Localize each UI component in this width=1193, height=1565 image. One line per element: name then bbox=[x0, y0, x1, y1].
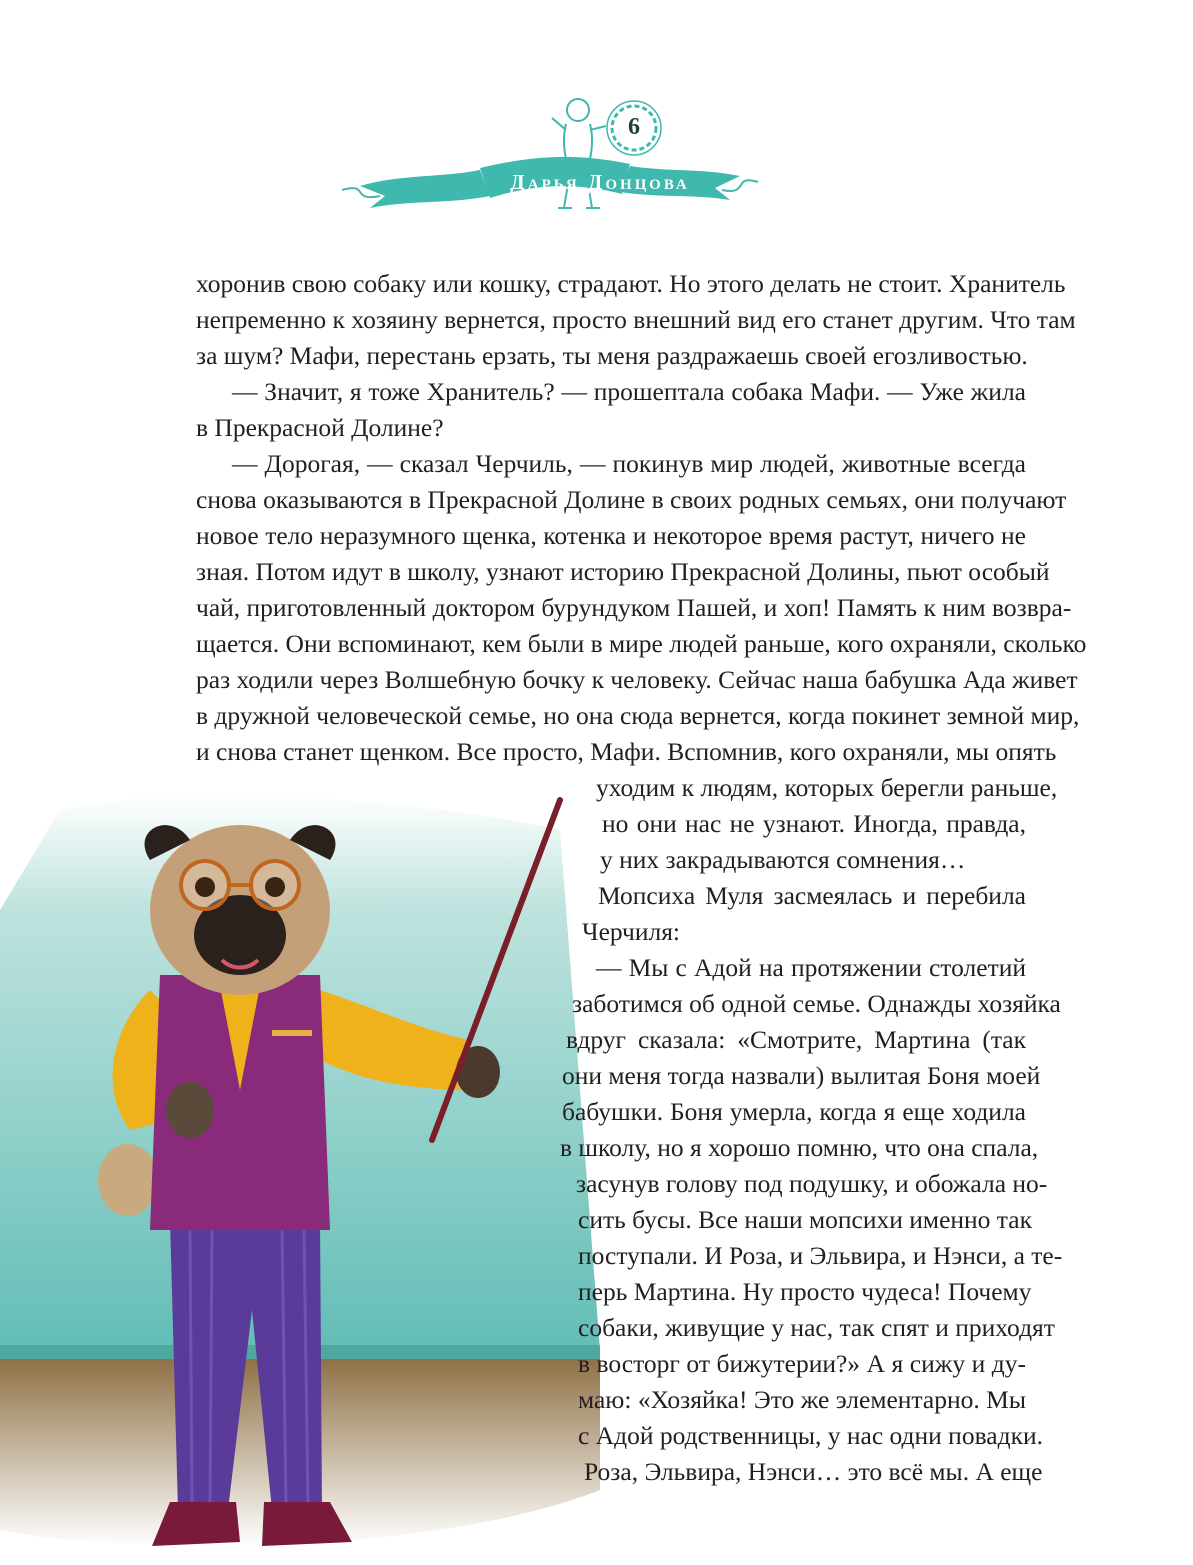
page-number: 6 bbox=[628, 114, 640, 140]
text-line: но они нас не узнают. Иногда, правда, bbox=[602, 809, 1026, 838]
text-line: с Адой родственницы, у нас одни повадки. bbox=[578, 1421, 1043, 1450]
text-line: снова оказываются в Прекрасной Долине в своих родных семьях, они получают bbox=[196, 485, 1067, 514]
text-line: — Значит, я тоже Хранитель? — прошептала собака Мафи. — Уже жила bbox=[232, 377, 1026, 406]
text-line: Черчиля: bbox=[582, 917, 681, 946]
author-name: Дарья Донцова bbox=[510, 170, 690, 194]
text-line: они меня тогда назвали) вылитая Боня моей bbox=[562, 1061, 1041, 1090]
text-line: маю: «Хозяйка! Это же элементарно. Мы bbox=[578, 1385, 1026, 1414]
text-line: зная. Потом идут в школу, узнают историю Прекрасной Долины, пьют особый bbox=[196, 557, 1050, 586]
right-eye bbox=[265, 877, 285, 897]
text-line: раз ходили через Волшебную бочку к человеку. Сейчас наша бабушка Ада живет bbox=[196, 665, 1078, 694]
tail bbox=[98, 1144, 158, 1216]
text-line: бабушки. Боня умерла, когда я еще ходила bbox=[562, 1097, 1026, 1126]
page-header bbox=[340, 78, 760, 238]
text-line: заботимся об одной семье. Однажды хозяйка bbox=[572, 989, 1061, 1018]
pug-teacher-illustration bbox=[0, 790, 600, 1565]
text-line: сить бусы. Все наши мопсихи именно так bbox=[578, 1205, 1032, 1234]
text-line: в восторг от бижутерии?» А я сижу и ду- bbox=[578, 1349, 1026, 1378]
text-line: — Мы с Адой на протяжении столетий bbox=[596, 953, 1026, 982]
ribbon-ornament bbox=[340, 78, 760, 238]
vest-pocket bbox=[272, 1030, 312, 1036]
text-line: в Прекрасной Долине? bbox=[196, 413, 444, 442]
text-line: в дружной человеческой семье, но она сюда вернется, когда покинет земной мир, bbox=[196, 701, 1080, 730]
text-line: чай, приготовленный доктором бурундуком Пашей, и хоп! Память к ним возвра- bbox=[196, 593, 1072, 622]
left-eye bbox=[195, 877, 215, 897]
text-line: — Дорогая, — сказал Черчиль, — покинув мир людей, животные всегда bbox=[232, 449, 1026, 478]
text-line: поступали. И Роза, и Эльвира, и Нэнси, а те- bbox=[578, 1241, 1063, 1270]
text-line: в школу, но я хорошо помню, что она спала, bbox=[560, 1133, 1039, 1162]
text-line: Мопсиха Муля засмеялась и перебила bbox=[598, 881, 1026, 910]
text-line: за шум? Мафи, перестань ерзать, ты меня раздражаешь своей егозливостью. bbox=[196, 341, 1028, 370]
text-line: непременно к хозяину вернется, просто внешний вид его станет другим. Что там bbox=[196, 305, 1076, 334]
text-line: щается. Они вспоминают, кем были в мире людей раньше, кого охраняли, сколько bbox=[196, 629, 1087, 658]
text-line: хоронив свою собаку или кошку, страдают. Но этого делать не стоит. Хранитель bbox=[196, 269, 1066, 298]
text-line: перь Мартина. Ну просто чудеса! Почему bbox=[578, 1277, 1032, 1306]
text-line: у них закрадываются сомнения… bbox=[600, 845, 966, 874]
text-line: и снова станет щенком. Все просто, Мафи. Вспомнив, кого охраняли, мы опять bbox=[196, 737, 1057, 766]
text-line: вдруг сказала: «Смотрите, Мартина (так bbox=[566, 1025, 1026, 1054]
text-line: собаки, живущие у нас, так спят и приходят bbox=[578, 1313, 1055, 1342]
text-line: Роза, Эльвира, Нэнси… это всё мы. А еще bbox=[584, 1457, 1043, 1486]
text-line: уходим к людям, которых берегли раньше, bbox=[596, 773, 1058, 802]
text-line: засунув голову под подушку, и обожала но- bbox=[576, 1169, 1048, 1198]
left-paw bbox=[166, 1082, 214, 1138]
text-line: новое тело неразумного щенка, котенка и некоторое время растут, ничего не bbox=[196, 521, 1026, 550]
